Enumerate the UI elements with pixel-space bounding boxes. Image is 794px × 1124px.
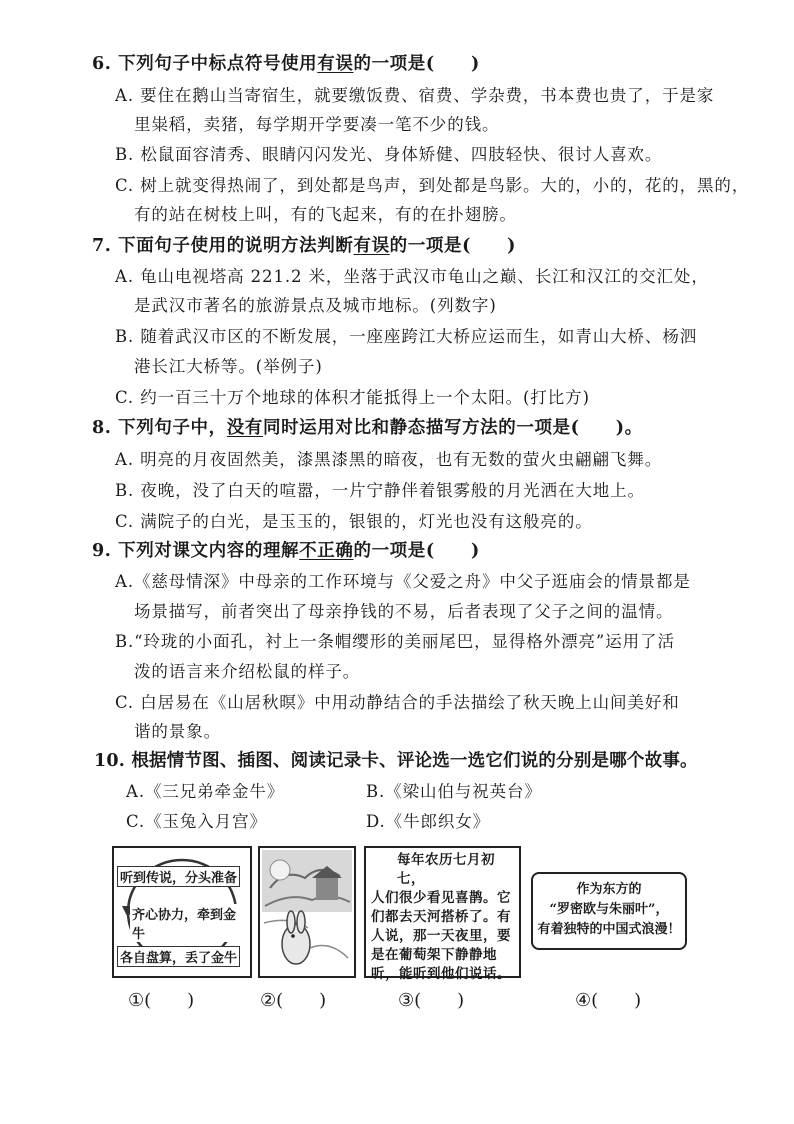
q9-option-c-cont: 谐的景象。 [134,722,221,741]
plot-step-1: 听到传说，分头准备 [117,866,240,887]
emphasis-underline: 没有 [226,418,263,438]
answer-blank-1[interactable]: ①( ) [128,990,195,1011]
q7-option-b: B. 随着武汉市区的不断发展，一座座跨江大桥应运而生，如青山大桥、杨泗 [115,327,698,346]
question-7-stem: 7. 下面句子使用的说明方法判断有误的一项是( ) [92,236,517,256]
record-line-2: 人们很少看见喜鹊。它 [371,890,511,906]
answer-blank-3[interactable]: ③( ) [398,990,465,1011]
q9-option-a: A.《慈母情深》中母亲的工作环境与《父爱之舟》中父子逛庙会的情景都是 [115,572,691,591]
record-line-6: 听，能听到他们说话。 [371,966,511,982]
illustration-panel [258,846,356,978]
q8-option-c: C. 满院子的白光，是玉玉的，银银的，灯光也没有这般亮的。 [115,512,593,531]
comment-line-3: 有着独特的中国式浪漫！ [537,922,681,937]
answer-blank-2[interactable]: ②( ) [260,990,327,1011]
q9-option-c: C. 白居易在《山居秋暝》中用动静结合的手法描绘了秋天晚上山间美好和 [115,693,680,712]
record-line-5: 是在葡萄架下静静地 [371,947,497,963]
q6-option-a-cont: 里粜稻，卖猪，每学期开学要凑一笔不少的钱。 [134,115,500,134]
q9-option-a-cont: 场景描写，前者突出了母亲挣钱的不易，后者表现了父子之间的温情。 [134,602,674,621]
q7-option-b-cont: 港长江大桥等。(举例子) [134,357,323,376]
plot-step-2: 齐心协力，牵到金牛 [130,904,250,942]
answer-blank-4[interactable]: ④( ) [575,990,642,1011]
question-8-stem: 8. 下列句子中，没有同时运用对比和静态描写方法的一项是( )。 [92,418,643,438]
record-line-1: 每年农历七月初七， [397,852,495,887]
record-line-4: 人说，那一天夜里，要 [371,928,511,944]
comment-card [531,872,687,950]
emphasis-underline: 有误 [317,54,354,74]
q6-option-c-cont: 有的站在树枝上叫，有的飞起来，有的在扑翅膀。 [134,205,517,224]
record-line-3: 们都去天河搭桥了。有 [371,909,511,925]
q6-option-a: A. 要住在鹅山当寄宿生，就要缴饭费、宿费、学杂费，书本费也贵了，于是家 [115,86,715,105]
question-9-stem: 9. 下列对课文内容的理解不正确的一项是( ) [92,541,480,561]
comment-line-2: “罗密欧与朱丽叶”， [549,902,669,917]
q9-option-b: B.“玲珑的小面孔，衬上一条帽缨形的美丽尾巴，显得格外漂亮”运用了活 [115,632,675,651]
q10-option-b: B.《梁山伯与祝英台》 [366,782,542,801]
q9-option-b-cont: 泼的语言来介绍松鼠的样子。 [134,662,361,681]
q8-option-b: B. 夜晚，没了白天的喧嚣，一片宁静伴着银雾般的月光洒在大地上。 [115,481,645,500]
q8-option-a: A. 明亮的月夜固然美，漆黑漆黑的暗夜，也有无数的萤火虫翩翩飞舞。 [115,450,663,469]
q6-option-b: B. 松鼠面容清秀、眼睛闪闪发光、身体矫健、四肢轻快、很讨人喜欢。 [115,145,663,164]
q6-option-c: C. 树上就变得热闹了，到处都是鸟声，到处都是鸟影。大的，小的，花的，黑的， [115,176,750,195]
q10-option-a: A.《三兄弟牵金牛》 [126,782,285,801]
q10-option-c: C.《玉兔入月宫》 [126,812,267,831]
question-10-stem: 10. 根据情节图、插图、阅读记录卡、评论选一选它们说的分别是哪个故事。 [94,751,698,771]
emphasis-underline: 有误 [353,236,390,256]
q7-option-c: C. 约一百三十万个地球的体积才能抵得上一个太阳。(打比方) [115,388,590,407]
moon-rabbit-illustration [260,848,354,976]
q10-option-d: D.《牛郎织女》 [366,812,491,831]
comment-line-1: 作为东方的 [576,882,642,897]
emphasis-underline: 不正确 [299,541,354,561]
q7-option-a: A. 龟山电视塔高 221.2 米，坐落于武汉市龟山之巅、长江和汉江的交汇处， [115,267,709,286]
plot-diagram-panel [112,846,252,978]
q7-option-a-cont: 是武汉市著名的旅游景点及城市地标。(列数字) [134,296,497,315]
question-6-stem: 6. 下列句子中标点符号使用有误的一项是( ) [92,54,480,74]
plot-step-3: 各自盘算，丢了金牛 [117,946,240,967]
reading-record-card [364,846,521,982]
